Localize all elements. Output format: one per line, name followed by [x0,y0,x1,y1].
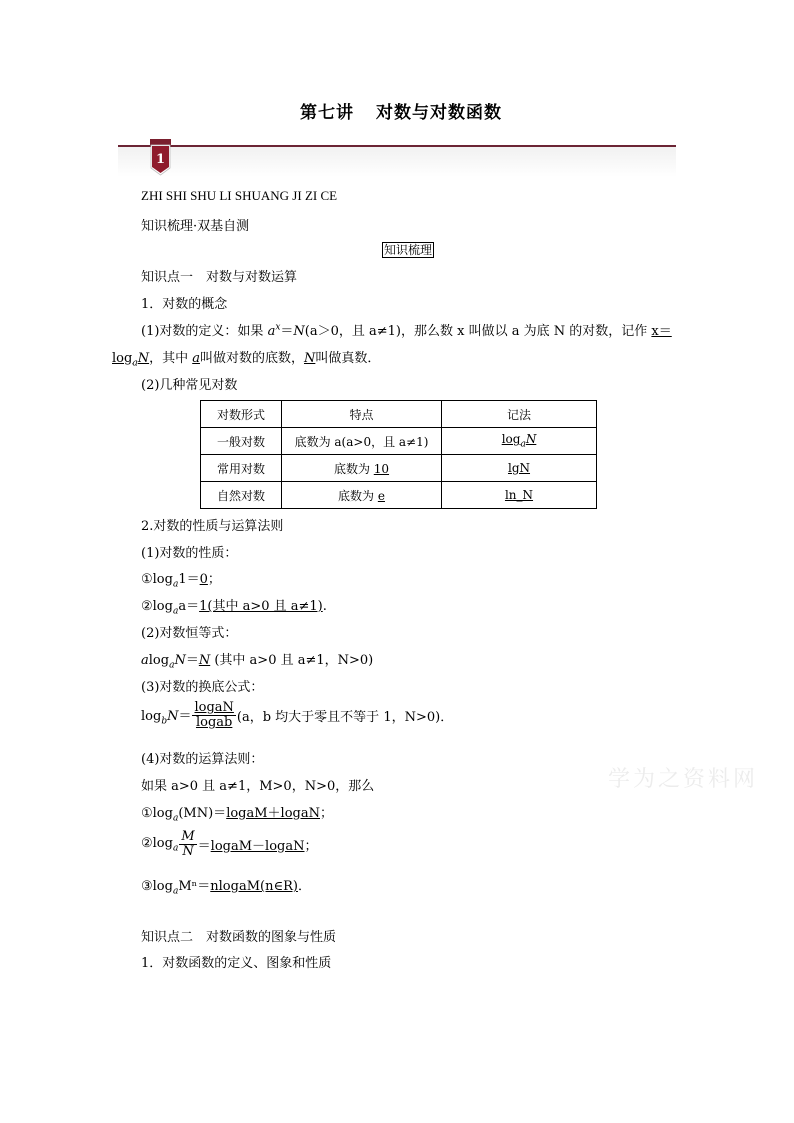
operation-rules-condition: 如果 a>0 且 a≠1，M>0，N>0，那么 [141,779,375,794]
subsection-3-heading: 1．对数函数的定义、图象和性质 [141,956,332,971]
property-item-2: $②\log_aa=1$(其中 a>0 且 a≠1). [141,599,327,617]
common-logarithms-table [200,400,597,509]
operation-rule-2: $②\log_a$ $\frac{M}{N}$ ＝logaM－logaN； [141,829,318,859]
page-title [300,98,502,123]
knowledge-point-1-heading: 知识点一 对数与对数运算 [141,270,298,285]
answer-blank: 0 [199,572,208,587]
answer-blank: N [198,653,211,668]
definition-line-1: (1)对数的定义：如果 $a^x=N(a>0$，且 a≠1)，那么数 x 叫做以 a 为底 N 的对数，记作 x＝ [141,322,672,339]
badge-number: 1 [155,152,166,167]
section-pinyin: ZHI SHI SHU LI SHUANG JI ZI CE [141,188,338,203]
header-shade [118,147,676,177]
title-lecture-number: 第七讲 [300,103,354,123]
answer-blank: logaM＋logaN [226,806,320,821]
table-row [201,455,597,482]
table-cell-form: 自然对数 [201,482,282,509]
identity-heading: (2)对数恒等式： [141,626,238,641]
table-header-row [201,401,597,428]
answer-blank: 1(其中 a>0 且 a≠1) [199,599,323,614]
subsection-2-heading: 2.对数的性质与运算法则 [141,519,284,534]
section-label: 知识梳理·双基自测 [141,219,250,234]
table-cell-feature: 底数为 10 [282,455,442,482]
table-cell-notation: ln_N [442,482,597,509]
ribbon-icon [150,139,171,177]
table-header-cell: 对数形式 [201,401,282,428]
title-topic: 对数与对数函数 [376,103,502,123]
answer-blank: logaM－logaN [210,839,305,854]
table-cell-notation: lgN [442,455,597,482]
table-header-cell: 特点 [282,401,442,428]
answer-blank: a [192,351,200,366]
properties-heading: (1)对数的性质： [141,546,238,561]
table-row [201,428,597,455]
watermark: 学为之资料网 [608,767,759,792]
table-cell-form: 一般对数 [201,428,282,455]
definition-line-2: $\log_aN$，其中 a叫做对数的底数，N叫做真数． [112,351,381,369]
section-number-badge [150,139,171,177]
subsection-1-2-heading: (2)几种常见对数 [141,378,238,393]
answer-blank: nlogaM(n∈R) [210,879,298,894]
property-item-1: $①\log_a1=0$； [141,572,221,590]
table-cell-feature: 底数为 a(a>0，且 a≠1) [282,428,442,455]
operation-rule-3: $③\log_aM^n=nlogaM(n\in R)$． [141,879,311,897]
answer-fraction: $\frac{\text{logaN}}{\text{logab}}$ [194,700,234,730]
identity-formula: alog$_a$N＝N (其中 a>0 且 a≠1，N>0) [141,653,374,671]
change-of-base-formula: $\log_bN=$ $\frac{\text{logaN}}{\text{logab}}$ (a，b 均大于零且不等于 1，N>0)． [141,700,454,730]
table-row [201,482,597,509]
answer-blank: N [303,351,316,366]
operation-rule-1: $①\log_a(MN)=logaM+logaN$； [141,806,334,824]
knowledge-point-2-heading: 知识点二 对数函数的图象与性质 [141,930,337,945]
table-cell-notation: $\log_aN$ [442,428,597,455]
table-header-cell: 记法 [442,401,597,428]
answer-blank: $\log_aN$ [112,351,150,369]
subsection-1-heading: 1．对数的概念 [141,297,228,312]
header-rule [118,145,676,147]
table-cell-feature: 底数为 e [282,482,442,509]
answer-blank: x＝ [651,324,672,339]
boxed-heading: 知识梳理 [384,243,433,257]
operation-rules-heading: (4)对数的运算法则： [141,752,264,767]
table-cell-form: 常用对数 [201,455,282,482]
change-of-base-heading: (3)对数的换底公式： [141,680,264,695]
